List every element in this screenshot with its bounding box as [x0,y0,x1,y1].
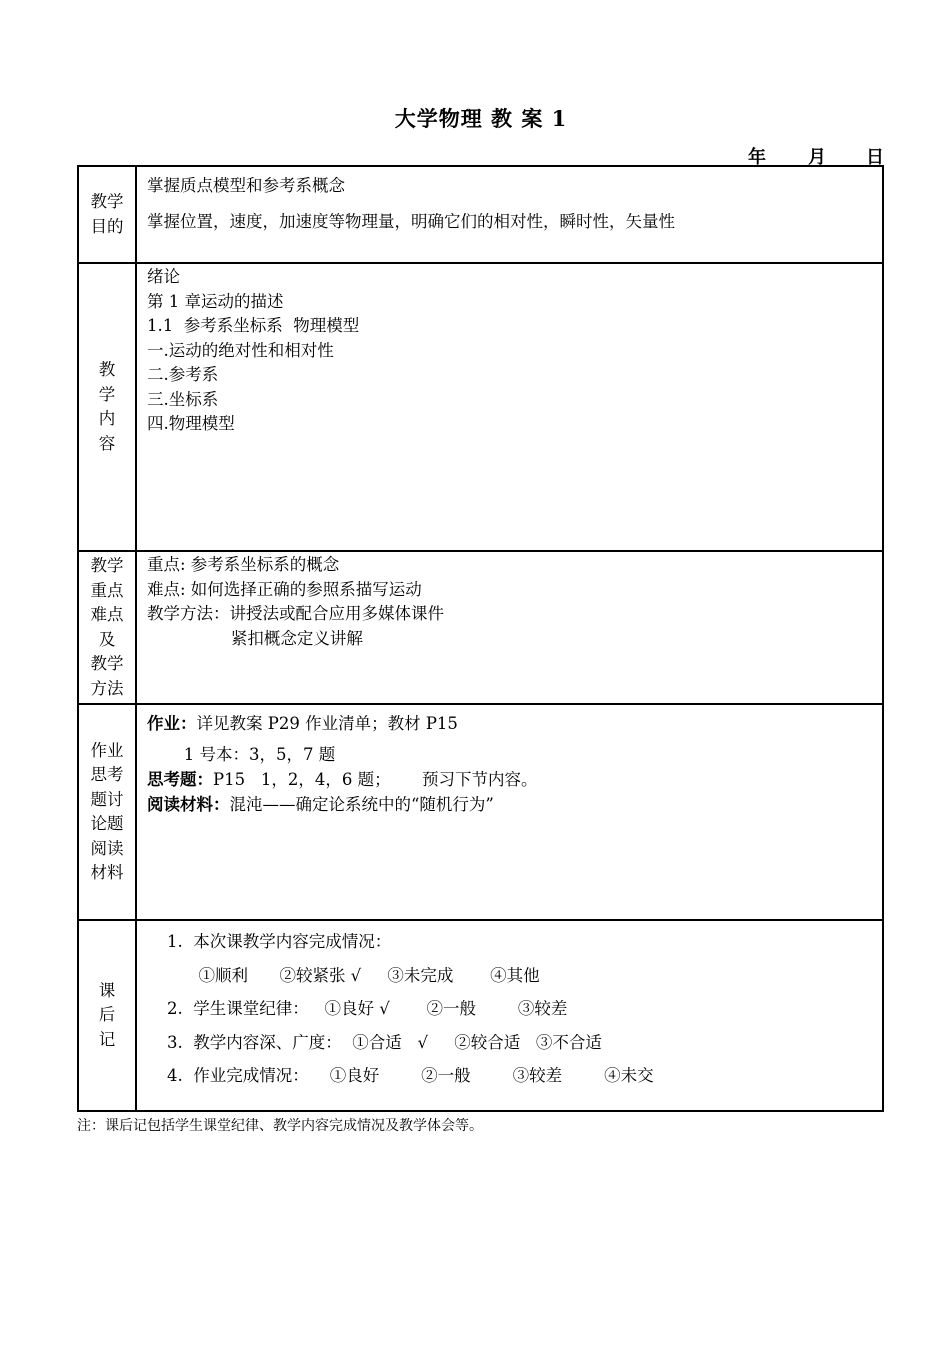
label-homework: 作业 思考 题讨 论题 阅读 材料 [78,704,136,920]
row-key-points [78,551,883,704]
page-title: 大学物理 教 案 1 [394,106,568,131]
thinking-questions-line: 思考题：P15 1，2，4，6 题； 预习下节内容。 [147,770,538,789]
date-year: 年 [748,147,766,168]
homework-line: 作业：详见教案 P29 作业清单；教材 P15 [147,714,458,733]
teaching-content-body: 绪论 第 1 章运动的描述 1.1 参考系坐标系 物理模型 一.运动的绝对性和相对性 二.参考系 三.坐标系 四.物理模型 [136,263,883,551]
label-key-points: 教学 重点 难点 及 教学 方法 [78,551,136,704]
date-day: 日 [866,147,884,168]
row-teaching-content [78,263,883,551]
footnote: 注：课后记包括学生课堂纪律、教学内容完成情况及教学体会等。 [77,1118,483,1134]
teaching-goal-content: 掌握质点模型和参考系概念 掌握位置，速度，加速度等物理量，明确它们的相对性，瞬时性，矢量性 [136,166,883,263]
after-class-content: 1. 本次课教学内容完成情况： ①顺利 ②较紧张 √ ③未完成 ④其他 2. 学生课堂纪律： ①良好 √ ②一般 ③较差 3. 教学内容深、广度： ①合适 √ ②较合适 ③不合适 4. 作业完成情况： ①良好 ②一般 ③较差 ④未交 [136,920,883,1111]
row-homework [78,704,883,920]
row-after-class [78,920,883,1111]
lesson-plan-table [77,165,884,1112]
reading-material-line: 阅读材料：混沌——确定论系统中的“随机行为” [147,795,494,814]
key-points-content: 重点: 参考系坐标系的概念 难点: 如何选择正确的参照系描写运动 教学方法：讲授法或配合应用多媒体课件 紧扣概念定义讲解 [136,551,883,704]
label-teaching-goal: 教学 目的 [78,166,136,263]
homework-content: 作业：详见教案 P29 作业清单；教材 P15 1 号本：3，5，7 题 思考题：P15 1，2，4，6 题； 预习下节内容。 阅读材料：混沌——确定论系统中的“随机行为” [136,704,883,920]
label-teaching-content: 教 学 内 容 [78,263,136,551]
label-after-class: 课 后 记 [78,920,136,1111]
date-month: 月 [808,147,826,168]
row-teaching-goal [78,166,883,263]
